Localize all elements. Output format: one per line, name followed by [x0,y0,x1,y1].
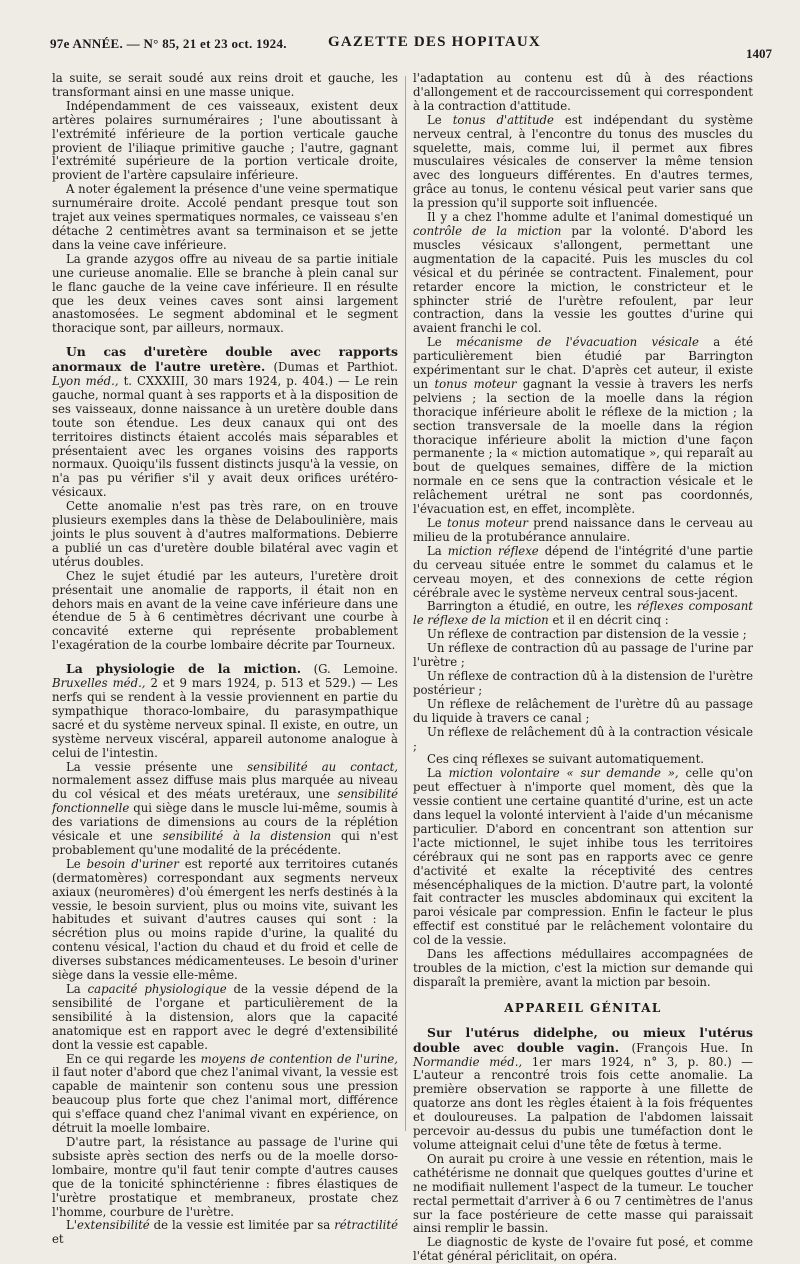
paragraph: En ce qui regarde les moyens de contention de l'urine, il faut noter d'abord que chez l'animal vivant, la vessie est capable de maintenir son contenu sous une pression beaucoup plus forte que chez l'animal mort, différence qui s'efface quand chez l'animal vivant en expérience, on détruit la moelle lombaire. [52,1051,398,1136]
paragraph: La vessie présente une sensibilité au contact, normalement assez diffuse mais plus marquée au niveau du col vésical et des méats uretéraux, une sensibilité fonctionnelle qui siège dans le muscle lui-même, soumis à des variations de dimensions au cours de la réplétion vésicale et une sensibilité à la distension qui n'est probablement qu'une modalité de la précédente. [52,759,399,857]
list-item: Un réflexe de contraction dû à la distension de l'urètre postérieur ; [413,668,753,697]
paragraph-text: — L'auteur a rencontré trois fois cette anomalie. La première observation se rapporte à une fillette de quatorze ans dont les règles étaient à la fois fréquentes et douloureuses. La palpation de l'abdomen laissait percevoir au-dessus du pubis une tuméfaction dont le volume atteignait celui d'une tête de fœtus à terme. [413,1054,753,1152]
list-item: Un réflexe de relâchement dû à la contraction vésicale ; [413,724,753,753]
section-title: APPAREIL GÉNITAL [504,1000,662,1015]
list-item: Ces cinq réflexes se suivant automatiquement. [427,752,704,767]
paragraph-text: — Le rein gauche, normal quant à ses rapports et à la disposition de ses vaisseaux, donne naissance à un uretère double dans toute son étendue. Les deux canaux qui ont des territoires distincts étaient accolés mais séparables et présentaient avec les organes voisins des rapports normaux. Quoiqu'ils fussent distincts jusqu'à la vessie, on n'a pas pu vérifier s'il y avait deux orifices urétéro-vésicaux. [52,374,399,500]
paragraph: D'autre part, la résistance au passage de l'urine qui subsiste après section des nerfs ou de la moelle dorso-lombaire, montre qu'il faut tenir compte d'autres causes que de la tonicité sphinctérienne : fibres élastiques de l'urètre prostatique et membraneux, prostate chez l'homme, courbure de l'urètre. [52,1134,398,1219]
article-miction [52,662,398,760]
journal-name: Bruxelles méd., [52,676,146,691]
journal-title: GAZETTE DES HOPITAUX [328,34,541,50]
article-uterus [413,1026,753,1153]
right-column [413,72,753,1264]
article-ref: 1er mars 1924, n° 3, p. 80.) [531,1054,732,1069]
paragraph: On aurait pu croire à une vessie en rétention, mais le cathétérisme ne donnait que quelques gouttes d'urine et ne modifiait nullement l'aspect de la tumeur. Le toucher rectal permettait d'arriver à 6 ou 7 centimètres de l'anus sur la face postérieure de cette masse qui paraissait ainsi remplir le bassin. [413,1151,753,1236]
paragraph: Barrington a étudié, en outre, les réflexes composant le réflexe de la miction et il en décrit cinq : [413,599,753,628]
paragraph: la suite, se serait soudé aux reins droit et gauche, les transformant ainsi en une masse unique. [52,71,398,99]
article-ref: (G. Lemoine. [313,662,398,677]
paragraph: La capacité physiologique de la vessie dépend de la sensibilité de l'organe et particulièrement de la sensibilité à la distension, alors que la capacité anatomique est en rapport avec le degré d'extensibilité dont la vessie est capable. [52,982,399,1052]
journal-name: Lyon méd., [52,374,119,389]
article-title: Sur l'utérus didelphe, ou mieux l'utérus double avec double vagin. [413,1024,753,1055]
issue-line: 97e ANNÉE. — N° 85, 21 et 23 oct. 1924. [50,36,287,51]
journal-name: Normandie méd., [413,1054,523,1069]
page-header [50,32,772,61]
paragraph-text: — Les nerfs qui se rendent à la vessie proviennent en partie du sympathique thoraco-lombaire, du parasympathique sacré et du système nerveux spinal. Il existe, en outre, un système nerveux viscéral, appareil autonome analogue à celui de l'intestin. [52,676,398,760]
paragraph: La grande azygos offre au niveau de sa partie initiale une curieuse anomalie. Elle se branche à plein canal sur le flanc gauche de la veine cave inférieure. Il en résulte que les deux veines caves sont ainsi largement anastomosées. Le segment abdominal et le segment thoracique sont, par ailleurs, normaux. [52,251,398,336]
list-item: Un réflexe de contraction par distension de la vessie ; [427,627,747,642]
list-item: Un réflexe de contraction dû au passage de l'urine par l'urètre ; [413,641,753,670]
paragraph: A noter également la présence d'une veine spermatique surnuméraire droite. Accolé pendant presque tout son trajet aux veines spermatiques normales, ce vaisseau s'en détache 2 centimètres avant sa terminaison et se jette dans la veine cave inférieure. [52,182,398,252]
paragraph: La miction réflexe dépend de l'intégrité d'une partie du cerveau située entre le sommet du calamus et le cerveau moyen, et des connexions de cette région cérébrale avec le système nerveux central sous-jacent. [413,543,753,600]
article-ref: (François Hue. In [631,1040,754,1055]
article-ref: 2 et 9 mars 1924, p. 513 et 529.) [150,676,356,691]
paragraph: Le tonus moteur prend naissance dans le cerveau au milieu de la protubérance annulaire. [413,516,753,544]
paragraph: L'extensibilité de la vessie est limitée par sa rétractilité et [52,1218,399,1247]
article-title: La physiologie de la miction. [66,661,302,677]
paragraph: Il y a chez l'homme adulte et l'animal domestiqué un contrôle de la miction par la volonté. D'abord les muscles vésicaux s'allongent, permettant une augmentation de la capacité. Puis les muscles du col vésical et du périnée se contractent. Finalement, pour retarder encore la miction, le constricteur et le sphincter strié de l'urètre refoulent, par leur contraction, dans la vessie les gouttes d'urine qui avaient franchi le col. [413,210,754,336]
article-title: Un cas d'uretère double avec rapports anormaux de l'autre uretère. [52,344,398,375]
paragraph: Chez le sujet étudié par les auteurs, l'uretère droit présentait une anomalie de rapports, il était non en dehors mais en avant de la veine cave inférieure dans une étendue de 5 à 6 centimètres décrivant une courbe à concavité externe qui représente probablement l'exagération de la courbe lombaire décrite par Tourneux. [52,568,398,653]
paragraph: Le tonus d'attitude est indépendant du système nerveux central, à l'encontre du tonus des muscles du squelette, mais, comme lui, il permet aux fibres musculaires vésicales de conserver la même tension avec des longueurs différentes. En d'autres termes, grâce au tonus, le contenu vésical peut varier sans que la pression qu'il supporte soit influencée. [413,112,753,211]
list-item: Un réflexe de relâchement de l'urètre dû au passage du liquide à travers ce canal ; [413,696,753,725]
article-ref: t. CXXXIII, 30 mars 1924, p. 404.) [123,374,333,389]
left-column [52,72,398,1247]
paragraph: La miction volontaire « sur demande », celle qu'on peut effectuer à n'importe quel moment, dès que la vessie contient une certaine quantité d'urine, est un acte dans lequel la volonté intervient à l'aide d'un mécanisme particulier. D'abord en concentrant son attention sur l'acte mictionnel, le sujet inhibe tous les territoires cérébraux qui ne sont pas en rapports avec ce genre d'activité et exalte la réceptivité des centres mésencéphaliques de la miction. D'autre part, la volonté fait contracter les muscles abdominaux qui excitent la paroi vésicale par compression. Enfin le facteur le plus effectif est constitué par le relâchement volontaire du col de la vessie. [413,766,754,948]
article-ureter [52,345,398,500]
paragraph: l'adaptation au contenu est dû à des réactions d'allongement et de raccourcissement qui correspondent à la contraction d'attitude. [413,71,753,113]
paragraph: Dans les affections médullaires accompagnées de troubles de la miction, c'est la miction sur demande qui disparaît la première, avant la miction par besoin. [413,947,753,989]
paragraph: Le besoin d'uriner est reporté aux territoires cutanés (dermatomères) correspondant aux segments nerveux axiaux (neuromères) d'où émergent les nerfs destinés à la vessie, le besoin survient, plus ou moins vite, suivant les habitudes et suivant d'autres causes qui sont : la sécrétion plus ou moins rapide d'urine, la qualité du contenu vésical, l'action du chaud et du froid et celle de diverses substances médicamenteuses. Le besoin d'uriner siège dans la vessie elle-même. [52,856,398,983]
article-ref: (Dumas et Parthiot. [273,360,399,375]
page-number: 1407 [746,46,772,61]
paragraph: Indépendamment de ces vaisseaux, existent deux artères polaires surnuméraires ; l'une aboutissant à l'extrémité inférieure de la portion verticale gauche provient de l'iliaque primitive gauche ; l'autre, gagnant l'extrémité supérieure de la portion verticale droite, provient de l'artère capsulaire inférieure. [52,98,398,183]
paragraph: Le mécanisme de l'évacuation vésicale a été particulièrement bien étudié par Barrington expérimentant sur le chat. D'après cet auteur, il existe un tonus moteur gagnant la vessie à travers les nerfs pelviens ; la section de la moelle dans la région thoracique inférieure abolit le réflexe de la miction ; la section transversale de la moelle dans la région thoracique inférieure abolit la miction d'une façon permanente ; la « miction automatique », qui reparaît au bout de quelques semaines, diffère de la miction normale en ce sens que la contraction vésicale et le relâchement urétral ne sont pas coordonnés, l'évacuation est, en effet, incomplète. [413,335,754,517]
column-divider [405,76,406,1131]
paragraph: Le diagnostic de kyste de l'ovaire fut posé, et comme l'état général périclitait, on opéra. [413,1235,753,1264]
paragraph: Cette anomalie n'est pas très rare, on en trouve plusieurs exemples dans la thèse de Delaboulinière, mais joints le plus souvent à d'autres malformations. Debierre a publié un cas d'uretère double bilatéral avec vagin et utérus doubles. [52,499,398,569]
